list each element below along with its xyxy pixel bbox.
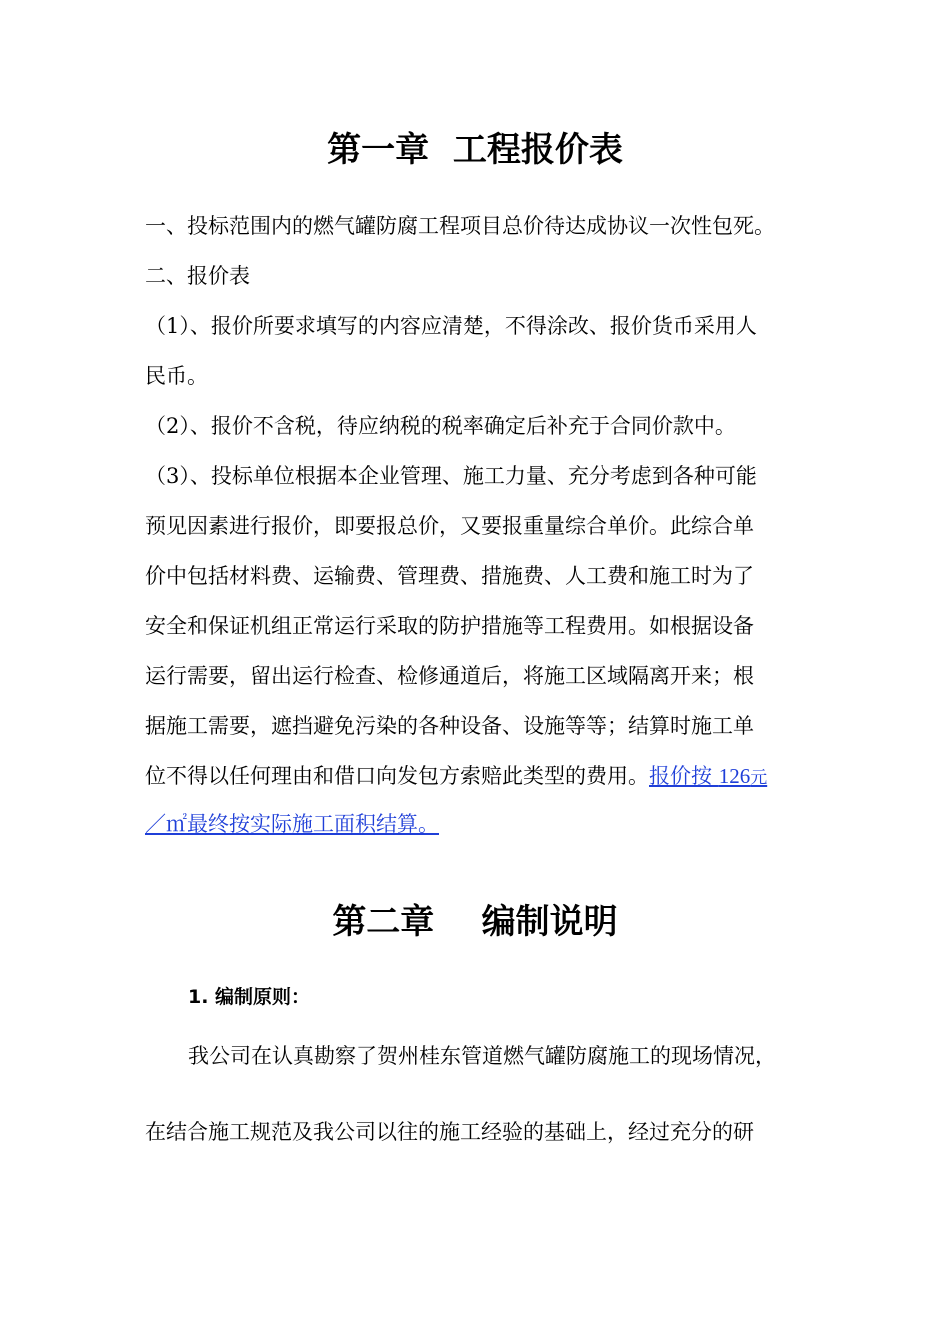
quote-rule-3-line-7	[145, 762, 767, 792]
unit-price-link-prefix: 报价按	[649, 764, 712, 788]
quote-rule-1-line-2: 民币。	[145, 364, 208, 388]
bid-scope-item: 一、投标范围内的燃气罐防腐工程项目总价待达成协议一次性包死。	[145, 214, 775, 238]
unit-price-link[interactable]	[649, 764, 767, 788]
quote-rule-3-line-8	[145, 810, 439, 838]
chapter-2-title: 第二章 编制说明	[332, 902, 618, 942]
section-1-heading: 1. 编制原则：	[188, 986, 311, 1008]
quote-rule-3-line-3: 价中包括材料费、运输费、管理费、措施费、人工费和施工时为了	[145, 564, 754, 588]
settlement-link[interactable]: ／㎡最终按实际施工面积结算。	[145, 812, 439, 836]
quote-rule-3-line-5: 运行需要，留出运行检查、检修通道后，将施工区域隔离开来；根	[145, 664, 754, 688]
quote-table-item: 二、报价表	[145, 264, 250, 288]
principle-line-1: 我公司在认真勘察了贺州桂东管道燃气罐防腐施工的现场情况，	[188, 1044, 776, 1068]
quote-rule-3-line-7-text: 位不得以任何理由和借口向发包方索赔此类型的费用。	[145, 764, 649, 788]
unit-price-value: 126	[718, 764, 751, 788]
quote-rule-3-line-6: 据施工需要，遮挡避免污染的各种设备、设施等等；结算时施工单	[145, 714, 754, 738]
quote-rule-3-line-1: （3）、投标单位根据本企业管理、施工力量、充分考虑到各种可能	[145, 464, 757, 488]
quote-rule-2: （2）、报价不含税，待应纳税的税率确定后补充于合同价款中。	[145, 414, 736, 438]
unit-price-currency: 元	[750, 768, 768, 788]
quote-rule-3-line-2: 预见因素进行报价，即要报总价，又要报重量综合单价。此综合单	[145, 514, 754, 538]
quote-rule-3-line-4: 安全和保证机组正常运行采取的防护措施等工程费用。如根据设备	[145, 614, 754, 638]
principle-line-2: 在结合施工规范及我公司以往的施工经验的基础上，经过充分的研	[145, 1120, 754, 1144]
quote-rule-1-line-1: （1）、报价所要求填写的内容应清楚，不得涂改、报价货币采用人	[145, 314, 757, 338]
chapter-1-title: 第一章 工程报价表	[327, 130, 623, 170]
